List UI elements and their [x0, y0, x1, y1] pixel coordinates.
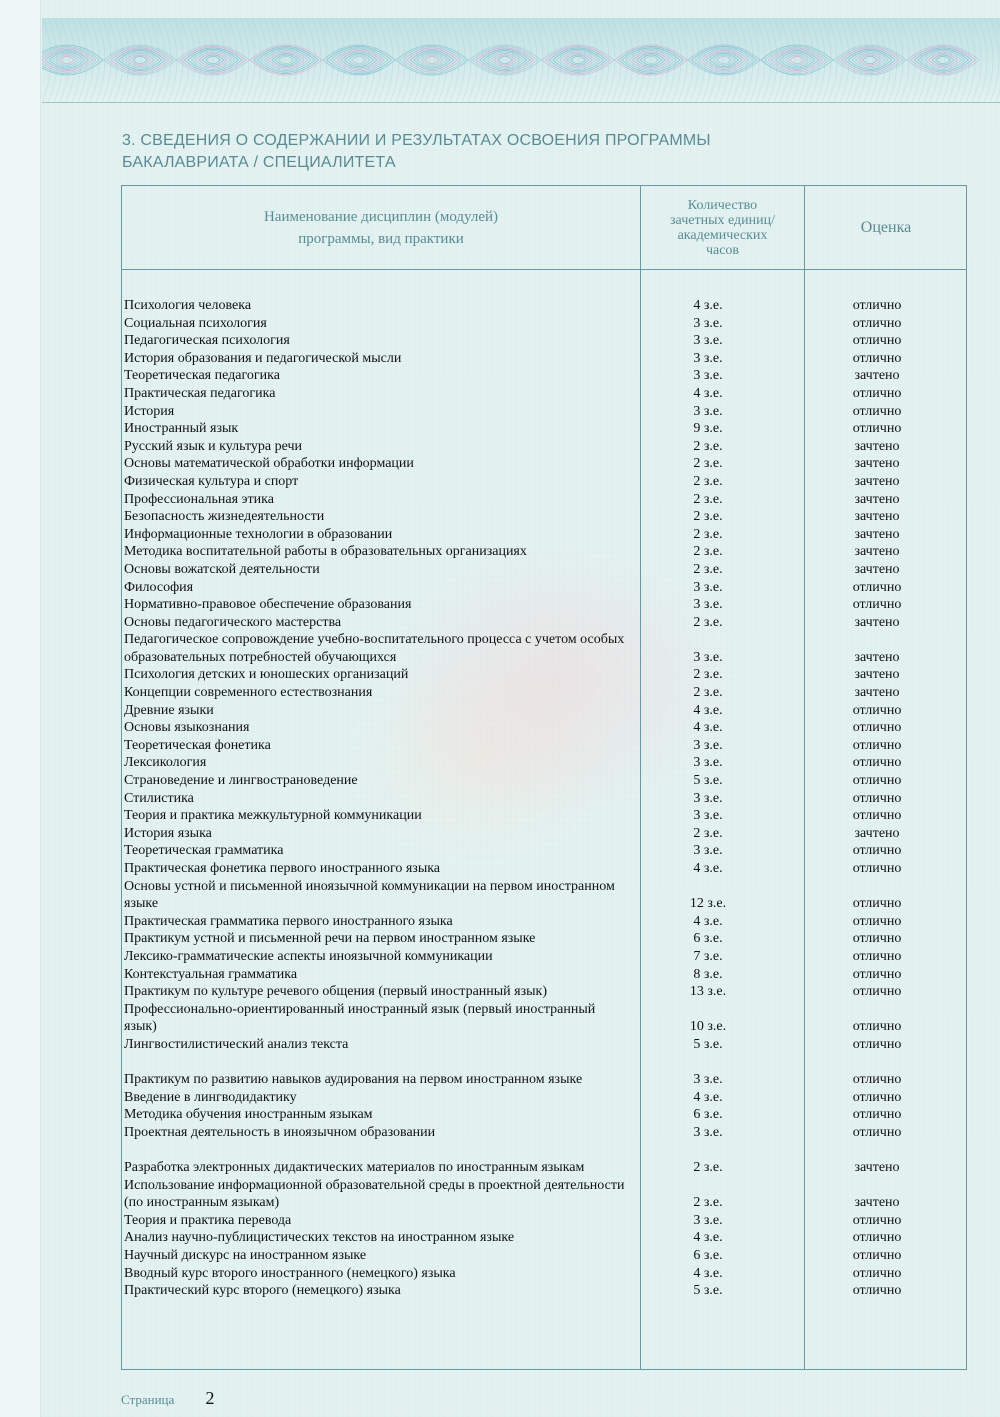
credit-units: 2 з.е.: [693, 491, 723, 507]
credit-units: 3 з.е.: [693, 843, 723, 859]
table-row: [124, 807, 964, 825]
discipline-name: Практическая педагогика: [124, 385, 276, 401]
table-row: [124, 948, 964, 966]
discipline-name: История образования и педагогической мысли: [124, 350, 402, 366]
table-row: [124, 385, 964, 403]
credit-units: 4 з.е.: [693, 861, 723, 876]
table-row: [124, 1001, 964, 1036]
discipline-name: Практическая фонетика первого иностранного языка: [124, 861, 441, 876]
discipline-name: Теоретическая фонетика: [124, 737, 271, 753]
credit-units: 3 з.е.: [693, 597, 723, 613]
table-row: [124, 631, 964, 666]
credit-units: 12 з.е.: [689, 896, 727, 912]
grade-value: зачтено: [854, 368, 900, 384]
credit-units: 3 з.е.: [693, 755, 723, 771]
credit-units: 2 з.е.: [693, 685, 723, 701]
discipline-name: Русский язык и культура речи: [124, 438, 303, 454]
table-row: [124, 1124, 964, 1142]
table-row: [124, 596, 964, 614]
table-row: [124, 543, 964, 561]
discipline-name: Безопасность жизнедеятельности: [124, 509, 325, 525]
table-row: [124, 1229, 964, 1247]
discipline-name: Педагогическое сопровождение учебно-воспитательного процесса с учетом особых образовательных потребностей обучающихся: [124, 632, 625, 665]
table-row: [124, 772, 964, 790]
header-divider: [122, 269, 966, 270]
grade-value: зачтено: [854, 544, 900, 560]
table-row: [124, 420, 964, 438]
discipline-name: Теория и практика межкультурной коммуникации: [124, 808, 422, 824]
credit-units: 3 з.е.: [693, 649, 723, 665]
page-margin: [0, 0, 41, 1417]
grade-value: отлично: [852, 808, 902, 824]
credit-units: 2 з.е.: [693, 1160, 723, 1176]
grade-value: зачтено: [854, 1195, 900, 1211]
grade-value: зачтено: [854, 438, 900, 454]
credit-units: 4 з.е.: [693, 913, 723, 929]
table-row: [124, 403, 964, 421]
table-row: [124, 455, 964, 473]
discipline-name: Научный дискурс на иностранном языке: [124, 1248, 367, 1264]
header-discipline-line1: Наименование дисциплин (модулей): [263, 208, 499, 225]
discipline-name: Лексико-грамматические аспекты иноязычной коммуникации: [124, 948, 493, 964]
grade-value: отлично: [852, 403, 902, 419]
table-row: [124, 332, 964, 350]
table-row: [124, 350, 964, 368]
grade-value: отлично: [852, 896, 902, 912]
discipline-name: Практикум по развитию навыков аудирования на первом иностранном языке: [124, 1072, 583, 1088]
credit-units: 2 з.е.: [693, 526, 723, 542]
table-row: [124, 702, 964, 720]
credit-units: 4 з.е.: [693, 1265, 723, 1281]
grade-value: отлично: [852, 948, 902, 964]
grade-value: отлично: [852, 597, 902, 613]
grade-value: зачтено: [854, 1160, 900, 1176]
table-row: [124, 983, 964, 1001]
credit-units: 5 з.е.: [693, 773, 723, 789]
header-discipline: [122, 186, 640, 269]
discipline-name: Профессиональная этика: [124, 491, 274, 507]
credit-units: 3 з.е.: [693, 579, 723, 595]
discipline-name: Психология детских и юношеских организаций: [124, 667, 409, 683]
credit-units: 2 з.е.: [693, 561, 723, 577]
credit-units: 2 з.е.: [693, 473, 723, 489]
grade-value: отлично: [852, 315, 902, 331]
credit-units: 2 з.е.: [693, 667, 723, 683]
discipline-name: Разработка электронных дидактических материалов по иностранным языкам: [124, 1160, 585, 1176]
credit-units: 8 з.е.: [693, 966, 723, 982]
table-row: [124, 614, 964, 632]
grade-value: отлично: [852, 385, 902, 401]
grade-value: отлично: [852, 790, 902, 806]
page-label: Страница: [121, 1392, 175, 1407]
credit-units: 3 з.е.: [693, 368, 723, 384]
discipline-name: Введение в лингводидактику: [124, 1089, 297, 1105]
grade-value: отлично: [852, 913, 902, 929]
credit-units: 2 з.е.: [693, 544, 723, 560]
credit-units: 2 з.е.: [693, 614, 723, 630]
discipline-name: Лексикология: [124, 755, 207, 771]
discipline-name: Практический курс второго (немецкого) языка: [124, 1283, 401, 1299]
credit-units: 3 з.е.: [693, 737, 723, 753]
table-row: [124, 579, 964, 597]
header-credits-line1: Количество: [687, 197, 758, 213]
table-row: [124, 860, 964, 878]
discipline-name: История: [124, 403, 175, 419]
table-row: [124, 1089, 964, 1107]
grade-value: отлично: [852, 579, 902, 595]
discipline-name: Вводный курс второго иностранного (немецкого) языка: [124, 1265, 456, 1281]
table-row: [124, 878, 964, 913]
credit-units: 3 з.е.: [693, 315, 723, 331]
table-row: [124, 754, 964, 772]
discipline-name: Психология человека: [124, 298, 252, 313]
discipline-name: Стилистика: [124, 790, 194, 806]
credit-units: 2 з.е.: [693, 456, 723, 472]
grade-value: отлично: [852, 931, 902, 947]
discipline-name: Концепции современного естествознания: [124, 685, 373, 701]
grade-value: отлично: [852, 333, 902, 349]
grade-value: зачтено: [854, 456, 900, 472]
discipline-name: Древние языки: [124, 702, 214, 718]
credit-units: 6 з.е.: [693, 1248, 723, 1264]
credit-units: 9 з.е.: [693, 421, 723, 437]
credit-units: 6 з.е.: [693, 931, 723, 947]
credit-units: 3 з.е.: [693, 1072, 723, 1088]
discipline-name: Практикум по культуре речевого общения (первый иностранный язык): [124, 984, 548, 1000]
table-row: [124, 1282, 964, 1300]
grade-value: отлично: [852, 1107, 902, 1123]
table-row: [124, 825, 964, 843]
discipline-name: Теоретическая педагогика: [124, 368, 280, 384]
table-row: [124, 684, 964, 702]
discipline-name: Основы языкознания: [124, 720, 250, 736]
table-row: [124, 719, 964, 737]
credit-units: 2 з.е.: [693, 438, 723, 454]
grade-value: отлично: [852, 861, 902, 876]
credit-units: 3 з.е.: [693, 403, 723, 419]
discipline-name: Основы математической обработки информации: [124, 456, 414, 472]
credit-units: 3 з.е.: [693, 333, 723, 349]
grade-value: отлично: [852, 720, 902, 736]
section-title-line2: БАКАЛАВРИАТА / СПЕЦИАЛИТЕТА: [122, 154, 396, 171]
grade-value: зачтено: [854, 491, 900, 507]
grade-value: отлично: [852, 1265, 902, 1281]
credit-units: 6 з.е.: [693, 1107, 723, 1123]
credit-units: 3 з.е.: [693, 790, 723, 806]
section-title-line1: 3. СВЕДЕНИЯ О СОДЕРЖАНИИ И РЕЗУЛЬТАТАХ ОСВОЕНИЯ ПРОГРАММЫ: [122, 132, 711, 149]
table-row: [124, 526, 964, 544]
table-row: [124, 367, 964, 385]
credit-units: 7 з.е.: [693, 948, 723, 964]
discipline-name: Контекстуальная грамматика: [124, 966, 298, 982]
discipline-name: Анализ научно-публицистических текстов на иностранном языке: [124, 1230, 515, 1246]
grade-value: зачтено: [854, 509, 900, 525]
header-credits-line3: академических: [677, 227, 768, 243]
page-number: 2: [205, 1388, 215, 1408]
section-title: [122, 130, 902, 174]
grade-value: зачтено: [854, 526, 900, 542]
credit-units: 2 з.е.: [693, 825, 723, 841]
discipline-name: Иностранный язык: [124, 421, 239, 437]
discipline-name: Нормативно-правовое обеспечение образования: [124, 597, 412, 613]
grade-value: отлично: [852, 984, 902, 1000]
grade-value: отлично: [852, 1072, 902, 1088]
grade-value: отлично: [852, 773, 902, 789]
grade-value: отлично: [852, 737, 902, 753]
discipline-name: История языка: [124, 825, 212, 841]
discipline-name: Лингвостилистический анализ текста: [124, 1036, 349, 1052]
grade-value: отлично: [852, 1036, 902, 1052]
table-row: [124, 315, 964, 333]
table-row: [124, 1212, 964, 1230]
discipline-name: Философия: [124, 579, 194, 595]
grade-value: отлично: [852, 702, 902, 718]
discipline-name: Методика воспитательной работы в образовательных организациях: [124, 544, 527, 560]
grade-value: отлично: [852, 1230, 902, 1246]
guilloche-ornament-band: [42, 18, 1000, 103]
discipline-name: Страноведение и лингвострановедение: [124, 773, 358, 789]
table-row: [124, 561, 964, 579]
discipline-name: Физическая культура и спорт: [124, 473, 299, 489]
table-row: [124, 1142, 964, 1177]
header-credits-line2: зачетных единиц/: [670, 212, 775, 228]
credit-units: 4 з.е.: [693, 702, 723, 718]
credit-units: 3 з.е.: [693, 1124, 723, 1140]
table-row: [124, 966, 964, 984]
discipline-name: Практикум устной и письменной речи на первом иностранном языке: [124, 931, 536, 947]
discipline-name: Практическая грамматика первого иностранного языка: [124, 913, 453, 929]
discipline-name: Теоретическая грамматика: [124, 843, 284, 859]
table-row: [124, 1265, 964, 1283]
grade-value: отлично: [852, 350, 902, 366]
grade-value: отлично: [852, 843, 902, 859]
table-row: [124, 1247, 964, 1265]
grade-value: зачтено: [854, 614, 900, 630]
table-row: [124, 297, 964, 315]
credit-units: 3 з.е.: [693, 808, 723, 824]
credit-units: 5 з.е.: [693, 1036, 723, 1052]
table-row: [124, 930, 964, 948]
table-row: [124, 913, 964, 931]
credit-units: 2 з.е.: [693, 1195, 723, 1211]
grade-value: отлично: [852, 1283, 902, 1299]
grade-value: зачтено: [854, 473, 900, 489]
table-row: [124, 508, 964, 526]
header-discipline-line2: программы, вид практики: [298, 230, 464, 247]
discipline-name: Информационные технологии в образовании: [124, 526, 393, 542]
grade-value: зачтено: [854, 825, 900, 841]
table-row: [124, 1106, 964, 1124]
credit-units: 10 з.е.: [689, 1019, 727, 1035]
credit-units: 2 з.е.: [693, 509, 723, 525]
grade-value: зачтено: [854, 685, 900, 701]
grade-value: отлично: [852, 1124, 902, 1140]
guilloche-pattern: [42, 18, 1000, 102]
credit-units: 4 з.е.: [693, 1089, 723, 1105]
grade-value: отлично: [852, 966, 902, 982]
results-table-body: [124, 297, 964, 1300]
discipline-name: Методика обучения иностранным языкам: [124, 1107, 373, 1123]
table-row: [124, 1177, 964, 1212]
grade-value: отлично: [852, 1089, 902, 1105]
grade-value: отлично: [852, 1212, 902, 1228]
grade-value: отлично: [852, 421, 902, 437]
discipline-name: Теория и практика перевода: [124, 1212, 292, 1228]
discipline-name: Педагогическая психология: [124, 333, 290, 349]
discipline-name: Социальная психология: [124, 315, 267, 331]
grade-value: отлично: [852, 755, 902, 771]
discipline-name: Проектная деятельность в иноязычном образовании: [124, 1124, 436, 1140]
table-row: [124, 842, 964, 860]
header-grade: Оценка: [860, 218, 912, 236]
grade-value: отлично: [852, 298, 902, 313]
grade-value: зачтено: [854, 667, 900, 683]
table-row: [124, 491, 964, 509]
table-row: [124, 790, 964, 808]
table-row: [124, 737, 964, 755]
credit-units: 4 з.е.: [693, 385, 723, 401]
credit-units: 4 з.е.: [693, 298, 723, 313]
table-row: [124, 1054, 964, 1089]
credit-units: 5 з.е.: [693, 1283, 723, 1299]
header-credits: [641, 186, 804, 269]
page-footer: [121, 1388, 215, 1409]
grade-value: отлично: [852, 1248, 902, 1264]
grade-value: зачтено: [854, 561, 900, 577]
table-row: [124, 473, 964, 491]
credit-units: 3 з.е.: [693, 1212, 723, 1228]
credit-units: 4 з.е.: [693, 720, 723, 736]
table-row: [124, 1036, 964, 1054]
credit-units: 3 з.е.: [693, 350, 723, 366]
table-row: [124, 666, 964, 684]
discipline-name: Основы вожатской деятельности: [124, 561, 320, 577]
discipline-name: Использование информационной образовательной среды в проектной деятельности (по иностранным языкам): [124, 1177, 625, 1211]
header-credits-line4: часов: [705, 242, 740, 258]
credit-units: 13 з.е.: [689, 984, 727, 1000]
table-row: [124, 438, 964, 456]
discipline-name: Основы устной и письменной иноязычной коммуникации на первом иностранном языке: [124, 878, 615, 912]
grade-value: отлично: [852, 1019, 902, 1035]
grade-value: зачтено: [854, 649, 900, 665]
discipline-name: Основы педагогического мастерства: [124, 614, 342, 630]
credit-units: 4 з.е.: [693, 1230, 723, 1246]
discipline-name: Профессионально-ориентированный иностранный язык (первый иностранный язык): [124, 1001, 596, 1035]
